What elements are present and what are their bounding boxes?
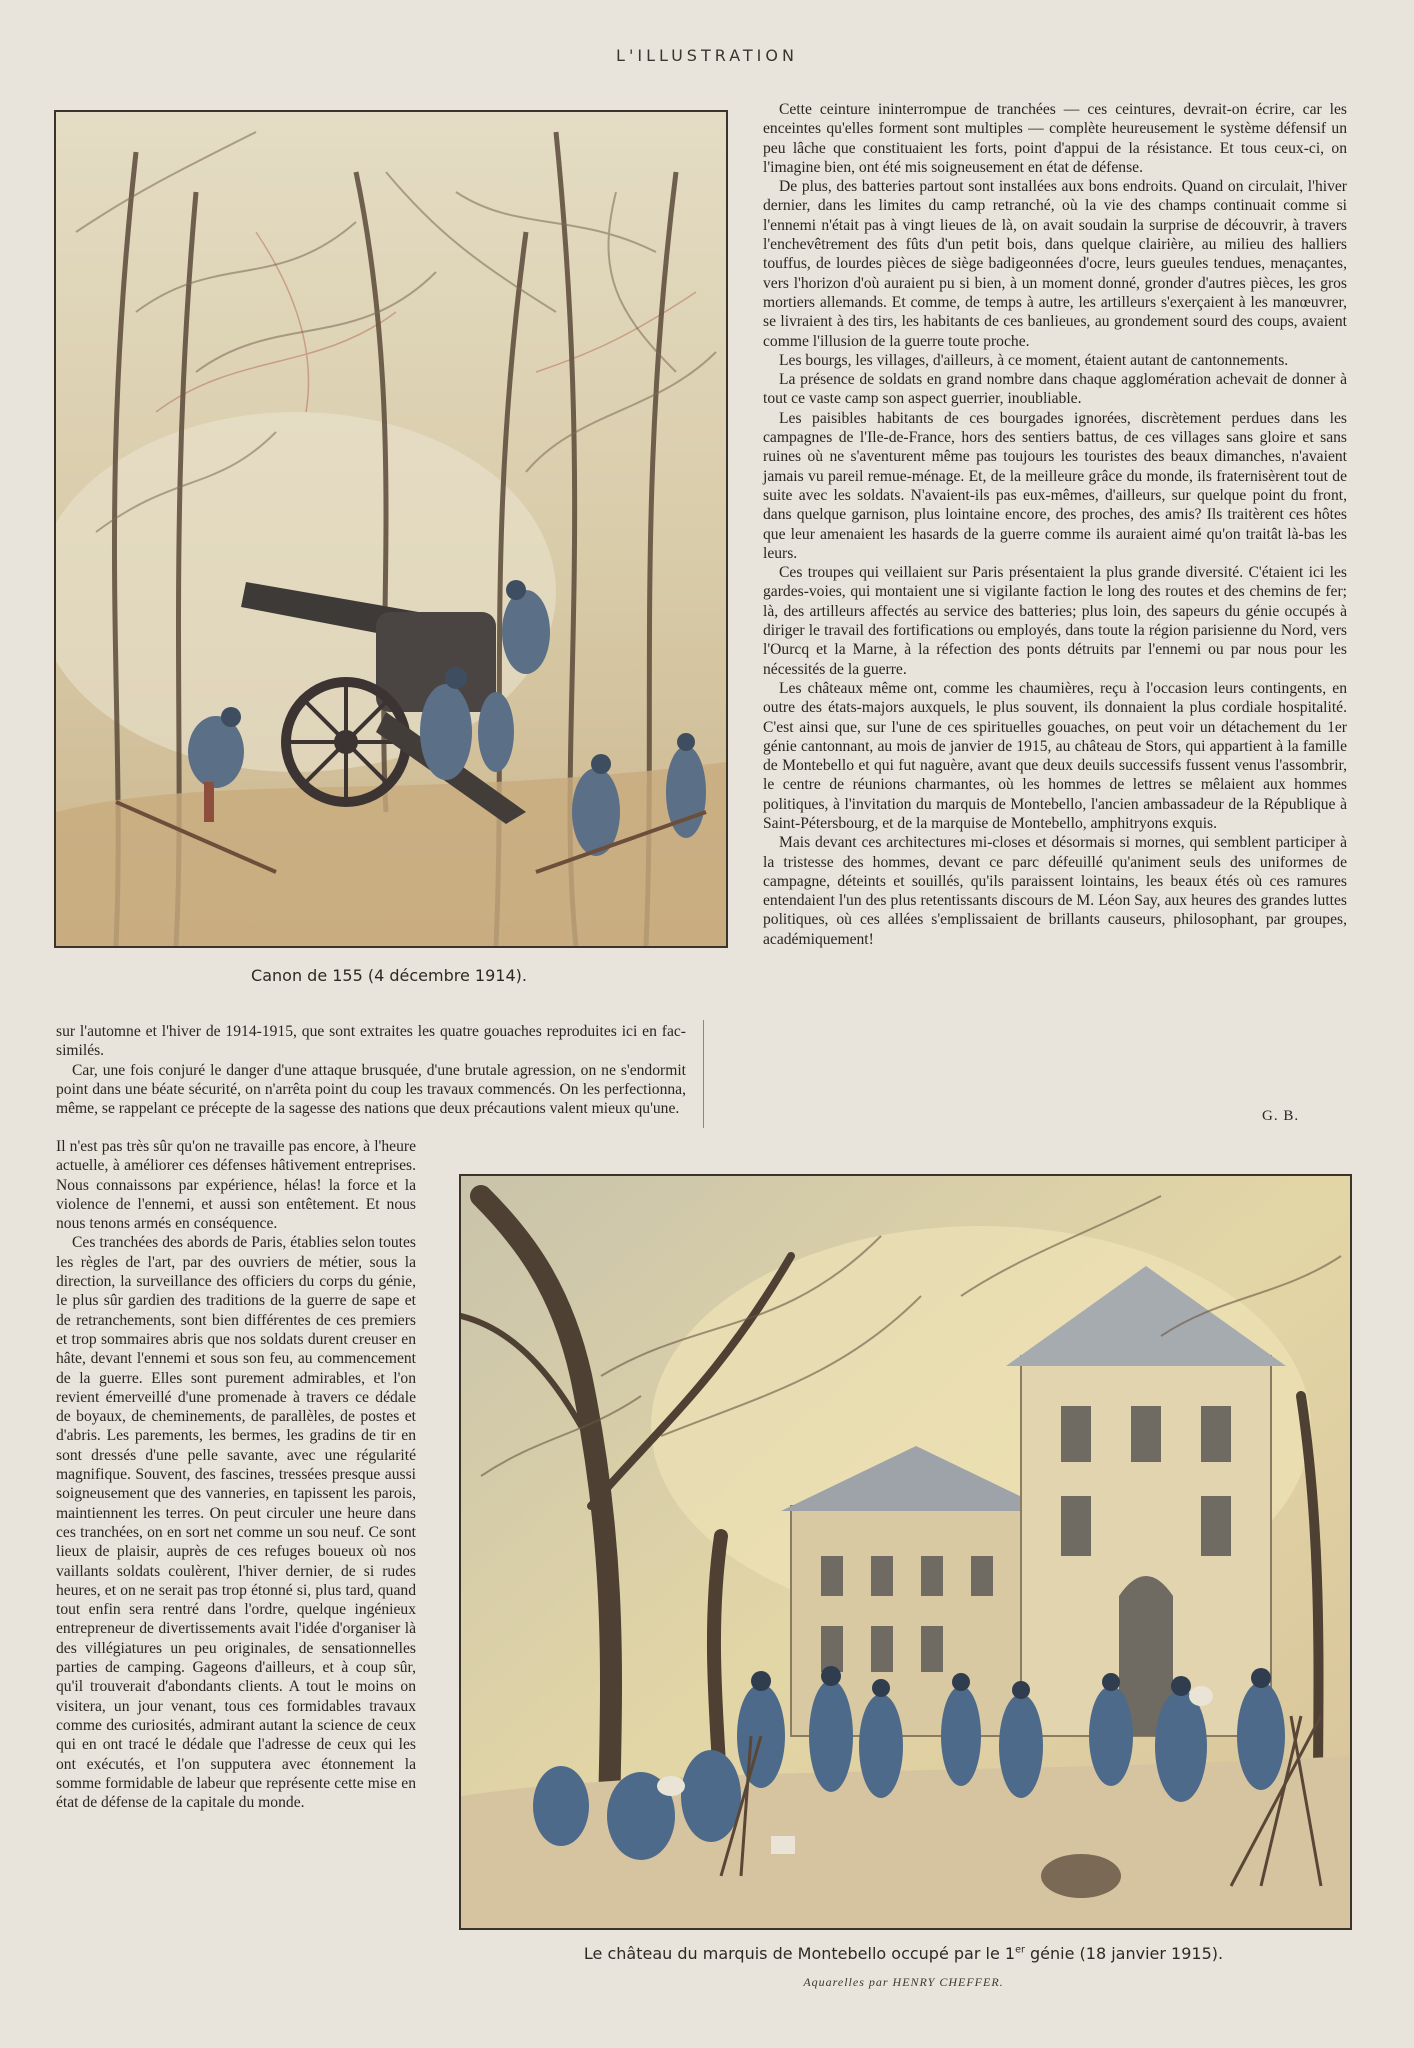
paragraph: Les paisibles habitants de ces bourgades ignorées, discrètement perdues dans les campagnes de l'Ile-de-France, hors des sentiers battus, de ces villages sans gloire et sans ruines où ne s'aventurent même pas toujours les touristes des beaux dimanches, n'avaient jamais vu pareil remue-ménage. Et, de la meilleure grâce du monde, ils fraternisèrent tout de suite avec les soldats. N'avaient-ils pas eux-mêmes, d'ailleurs, sur quelque point du front, dans quelque garnison, plus lointaine encore, des proches, des amis? Ils traitèrent ces hôtes que leur amenaient les hasards de la guerre comme ils auraient aimé qu'on traitât là-bas les leurs.: [763, 409, 1347, 562]
illustration-chateau: [459, 1174, 1352, 1930]
caption-text: Le château du marquis de Montebello occupé par le 1: [583, 1944, 1016, 1963]
paragraph: Ces troupes qui veillaient sur Paris présentaient la plus grande diversité. C'étaient ici les gardes-voies, qui montaient une si vigilante faction le long des routes et des chemins de fer; là, des artilleurs affectés au service des batteries; plus loin, des sapeurs du génie occupés à diriger le travail des fortifications ou employés, dans toute la région parisienne du Nord, vers l'Ourcq et la Marne, à la réfection des ponts détruits par l'ennemi ou par nous pour les nécessités de la guerre.: [763, 564, 1347, 678]
running-title: L'ILLUSTRATION: [616, 46, 798, 65]
illustrator-credit: Aquarelles par HENRY CHEFFER.: [803, 1975, 1004, 1989]
illustration-canon: [54, 110, 728, 948]
paragraph: sur l'automne et l'hiver de 1914-1915, que sont extraites les quatre gouaches reproduites ici en fac-similés.: [56, 1023, 686, 1060]
column-rule: [703, 1020, 704, 1128]
paragraph: Mais devant ces architectures mi-closes et désormais si mornes, qui semblent participer à la tristesse des hommes, devant ce parc défeuillé qu'animent seuls des uniformes de campagne, déteints et souillés, qu'ils paraissent lointains, les beaux étés où ces ramures entendaient l'un des plus retentissants discours de M. Léon Say, aux heures des grandes luttes politiques, où ces allées s'emplissaient de brillants causeurs, philosophant, par groupes, académiquement!: [763, 834, 1347, 948]
figure-caption-chateau: [459, 1944, 1348, 1963]
paragraph: La présence de soldats en grand nombre dans chaque agglomération achevait de donner à tout ce vaste camp son aspect guerrier, inoubliable.: [763, 371, 1347, 408]
caption-superscript: er: [1015, 1944, 1025, 1956]
paragraph: Les bourgs, les villages, d'ailleurs, à ce moment, étaient autant de cantonnements.: [779, 351, 1289, 369]
figure-caption-canon: Canon de 155 (4 décembre 1914).: [251, 966, 527, 985]
chateau-watercolor: [461, 1176, 1350, 1928]
author-signature: G. B.: [1262, 1108, 1300, 1124]
article-left-top: [56, 1022, 686, 1118]
paragraph: Ces tranchées des abords de Paris, établies selon toutes les règles de l'art, par des ouvriers de métier, sous la direction, la surveillance des officiers du corps du génie, le plus sûr gardien des traditions de la guerre de sape et de retranchements, sont bien différentes de ces premiers et trop sommaires abris que nos soldats durent creuser en hâte, devant l'ennemi et sous son feu, au commencement de la guerre. Elles sont purement admirables, et l'on revient émerveillé d'une promenade à travers ce dédale de boyaux, de cheminements, de parallèles, de postes et d'abris. Les parements, les bermes, les gradins de tir en sont dressés d'une pelle savante, avec une régularité magnifique. Souvent, des fascines, tressées presque aussi soigneusement que des vanneries, en tapissent les parois, maintiennent les terres. On peut circuler une heure dans ces tranchées, on en sort net comme un sou neuf. Ce sont lieux de plaisir, auprès de ces refuges boueux où nos vaillants soldats coulèrent, l'hiver dernier, de si rudes heures, et on ne serait pas trop étonné si, plus tard, quand tout enfin sera rentré dans l'ordre, quelque ingénieux entrepreneur de divertissements avait l'idée d'organiser là des villégiatures un peu originales, de sensationnelles parties de camping. Gageons d'ailleurs, et à coup sûr, qu'il trouverait d'abondants clients. A tout le moins on visitera, un jour venant, tous ces formidables travaux comme des curiosités, admirant autant la science de ceux qui en ont tracé le dédale que l'adresse de ceux qui les ont exécutés, et l'on supputera avec étonnement la somme formidable de labeur que représente cette mise en état de défense de la capitale du monde.: [56, 1234, 416, 1812]
caption-text: génie (18 janvier 1915).: [1024, 1944, 1224, 1963]
article-left-narrow: [56, 1137, 416, 1812]
paragraph: Car, une fois conjuré le danger d'une attaque brusquée, d'une brutale agression, on ne s'endormit point dans une béate sécurité, on n'arrêta point du coup les travaux commencés. On les perfectionna, même, se rappelant ce précepte de la sagesse des nations que deux précautions valent mieux qu'une.: [56, 1061, 686, 1118]
paragraph: Cette ceinture ininterrompue de tranchées — ces ceintures, devrait-on écrire, car les enceintes qu'elles forment sont multiples — complète heureusement le système défensif un peu lâche que constituaient les forts, point d'appui de la résistance. Et tous ceux-ci, on l'imagine bien, ont été mis soigneusement en état de défense.: [763, 101, 1347, 176]
paragraph: Il n'est pas très sûr qu'on ne travaille pas encore, à l'heure actuelle, à améliorer ces défenses hâtivement entreprises. Nous connaissons par expérience, hélas! la force et la violence de l'ennemi, et aussi son entêtement. Et nous nous tenons armés en conséquence.: [56, 1138, 416, 1233]
paragraph: De plus, des batteries partout sont installées aux bons endroits. Quand on circulait, l'hiver dernier, dans les limites du camp retranché, où la vie des champs continuait comme si l'ennemi n'était pas à vingt lieues de là, on avait soudain la surprise de découvrir, à travers l'enchevêtrement des fûts d'un petit bois, dans quelque clairière, au milieu des halliers touffus, de lourdes pièces de siège badigeonnées d'ocre, leurs gueules tendues, menaçantes, vers l'horizon d'où auraient pu si bien, à un moment donné, gronder d'autres pièces, les gros mortiers allemands. Et comme, de temps à autre, les artilleurs s'exerçaient à les manœuvrer, se livraient à des tirs, les habitants de ces banlieues, au grondement sourd des coups, avaient comme l'illusion de la guerre toute proche.: [763, 178, 1347, 350]
canon-watercolor: [56, 112, 726, 946]
paragraph: Les châteaux même ont, comme les chaumières, reçu à l'occasion leurs contingents, en outre des états-majors auxquels, le plus souvent, ils donnaient la plus cordiale hospitalité. C'est ainsi que, sur l'une de ces spirituelles gouaches, on peut voir un détachement du 1er génie cantonnant, au mois de janvier de 1915, au château de Stors, qui appartient à la famille de Montebello et qui fut naguère, avant que deux deuils successifs fussent venus l'assombrir, le centre de réunions charmantes, où les hommes de lettres se mêlaient aux hommes politiques, à l'invitation du marquis de Montebello, l'ancien ambassadeur de la République à Saint-Pétersbourg, et de la marquise de Montebello, amphitryons exquis.: [763, 679, 1347, 832]
article-right-column: [763, 100, 1347, 949]
